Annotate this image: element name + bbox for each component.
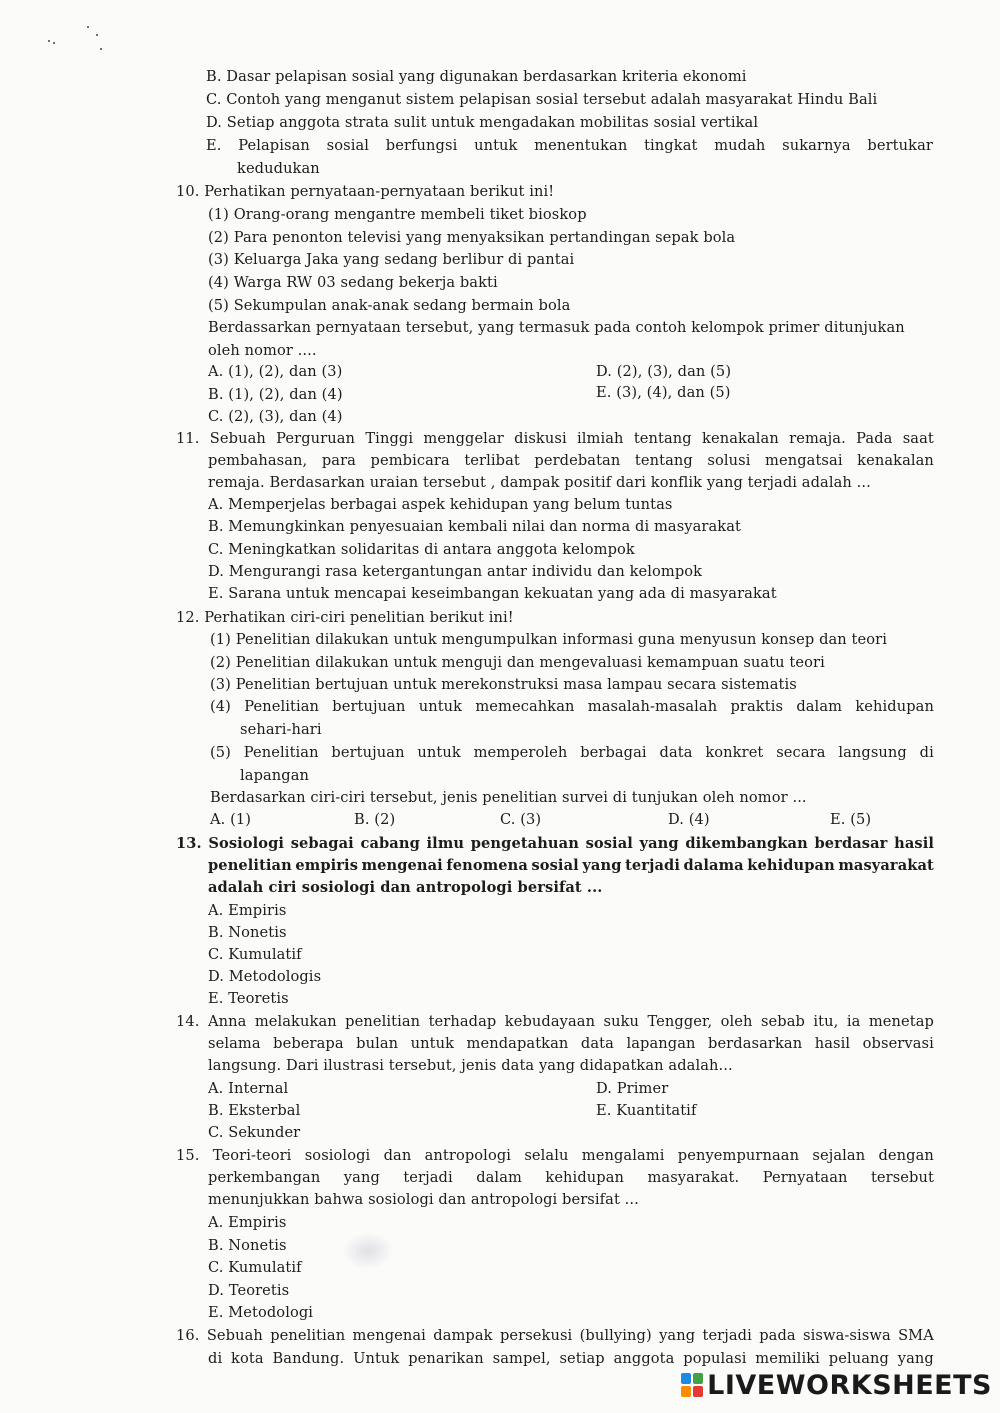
q12-option-c: C. (3) <box>500 811 542 828</box>
word: sosial <box>531 857 579 874</box>
liveworksheets-wordmark: LIVEWORKSHEETS <box>707 1369 992 1401</box>
word: 15. <box>176 1147 200 1164</box>
word: tingkat <box>644 137 698 154</box>
q14-option-e: E. Kuantitatif <box>596 1102 697 1119</box>
q15-option-d: D. Teoretis <box>208 1282 290 1299</box>
word: sukarnya <box>782 137 851 154</box>
word: menentukan <box>534 137 628 154</box>
word: secara <box>776 744 826 761</box>
word: (5) <box>210 744 231 761</box>
word: memperoleh <box>473 744 568 761</box>
word: data <box>580 1035 614 1052</box>
word: (bullying) <box>579 1327 652 1344</box>
word: pengetahuan <box>470 835 579 852</box>
word: untuk <box>410 1035 455 1052</box>
scan-smudge <box>342 1232 394 1270</box>
word: Sosiologi <box>208 835 285 852</box>
word: Sebuah <box>206 1327 263 1344</box>
word: Anna <box>207 1013 247 1030</box>
q15-stem-line-2 <box>208 1168 934 1188</box>
word: berbagai <box>580 744 647 761</box>
word: yang <box>659 1327 696 1344</box>
q11-option-a: A. Memperjelas berbagai aspek kehidupan yang belum tuntas <box>208 496 673 513</box>
q12-item-1: (1) Penelitian dilakukan untuk mengumpulkan informasi guna menyusun konsep dan teori <box>210 631 887 648</box>
word: terhadap <box>428 1013 497 1030</box>
word: di <box>919 744 934 761</box>
word: saat <box>902 430 934 447</box>
q16-stem-line-2 <box>208 1349 934 1369</box>
word: terjadi <box>403 1169 453 1186</box>
q10-option-b: B. (1), (2), dan (4) <box>208 386 343 403</box>
word: dalam <box>476 1169 522 1186</box>
q12-question: Berdasarkan ciri-ciri tersebut, jenis penelitian survei di tunjukan oleh nomor ... <box>210 789 807 806</box>
q13-stem-line-1 <box>176 834 934 854</box>
word: data <box>659 744 693 761</box>
q15-option-e: E. Metodologi <box>208 1304 314 1321</box>
word: terlibat <box>464 452 520 469</box>
word: empiris <box>295 857 359 874</box>
q14-option-d: D. Primer <box>596 1080 669 1097</box>
word: Pelapisan <box>238 137 310 154</box>
q13-option-b: B. Nonetis <box>208 924 287 941</box>
q15-stem-line-1 <box>176 1146 934 1166</box>
q10-item-3: (3) Keluarga Jaka yang sedang berlibur di pantai <box>208 251 575 268</box>
q15-option-b: B. Nonetis <box>208 1237 287 1254</box>
word: Tengger, <box>647 1013 713 1030</box>
word: kehidupan <box>545 1169 625 1186</box>
q12-item-5-cont: lapangan <box>240 767 310 784</box>
word: beberapa <box>273 1035 344 1052</box>
word: Teori-teori <box>212 1147 292 1164</box>
word: Pernyataan <box>762 1169 848 1186</box>
q10-item-4: (4) Warga RW 03 sedang bekerja bakti <box>208 274 498 291</box>
q12-item-5 <box>210 743 934 763</box>
q10-option-d: D. (2), (3), dan (5) <box>596 363 732 380</box>
word: Pada <box>856 430 893 447</box>
word: sosial <box>326 137 370 154</box>
q12-item-3: (3) Penelitian bertujuan untuk merekonstruksi masa lampau secara sistematis <box>210 676 797 693</box>
q12-option-d: D. (4) <box>668 811 710 828</box>
q11-option-e: E. Sarana untuk mencapai keseimbangan kekuatan yang ada di masyarakat <box>208 585 777 602</box>
word: sebagai <box>290 835 354 852</box>
word: cabang <box>360 835 420 852</box>
word: selama <box>208 1035 261 1052</box>
word: dampak <box>433 1327 493 1344</box>
q15-option-c: C. Kumulatif <box>208 1259 302 1276</box>
word: 13. <box>176 835 202 852</box>
word: perdebatan <box>534 452 621 469</box>
word: langsung <box>838 744 907 761</box>
word: lapangan <box>626 1035 696 1052</box>
word: kebudayaan <box>504 1013 596 1030</box>
word: mengatsai <box>765 452 843 469</box>
word: hasil <box>894 835 934 852</box>
word: ilmu <box>426 835 465 852</box>
word: mengenai <box>361 857 443 874</box>
q14-option-a: A. Internal <box>208 1080 289 1097</box>
word: Perguruan <box>276 430 356 447</box>
q11-option-b: B. Memungkinkan penyesuaian kembali nilai dan norma di masyarakat <box>208 518 742 535</box>
word: konkret <box>705 744 764 761</box>
word: itu, <box>813 1013 839 1030</box>
q10-question: Berdassarkan pernyataan tersebut, yang termasuk pada contoh kelompok primer ditunjukan <box>208 319 905 336</box>
word: anggota <box>613 1350 675 1367</box>
q12-stem: 12. Perhatikan ciri-ciri penelitian berikut ini! <box>176 609 514 626</box>
q14-option-c: C. Sekunder <box>208 1124 301 1141</box>
q10-option-c: C. (2), (3), dan (4) <box>208 408 343 425</box>
word: yang <box>343 1169 380 1186</box>
word: ia <box>846 1013 861 1030</box>
word: bertujuan <box>331 744 405 761</box>
word: pada <box>759 1327 796 1344</box>
q10-item-5: (5) Sekumpulan anak-anak sedang bermain bola <box>208 297 571 314</box>
q12-option-a: A. (1) <box>210 811 252 828</box>
word: masalah-masalah <box>587 698 718 715</box>
q13-stem-line-3: adalah ciri sosiologi dan antropologi bersifat ... <box>208 879 603 896</box>
word: sosial <box>585 835 633 852</box>
word: terjadi <box>625 857 680 874</box>
word: sosiologi <box>304 1147 371 1164</box>
word: SMA <box>898 1327 934 1344</box>
q10-stem: 10. Perhatikan pernyataan-pernyataan berikut ini! <box>176 183 555 200</box>
q9-option-d: D. Setiap anggota strata sulit untuk mengadakan mobilitas sosial vertikal <box>206 114 759 131</box>
word: 14. <box>176 1013 200 1030</box>
scan-specks <box>40 18 120 58</box>
word: observasi <box>862 1035 934 1052</box>
q14-option-b: B. Eksterbal <box>208 1102 301 1119</box>
word: tersebut <box>870 1169 934 1186</box>
word: di <box>208 1350 223 1367</box>
word: mengenai <box>352 1327 426 1344</box>
q14-stem-line-2 <box>208 1034 934 1054</box>
word: selalu <box>524 1147 569 1164</box>
q10-item-1: (1) Orang-orang mengantre membeli tiket bioskop <box>208 206 587 223</box>
word: dalama <box>683 857 744 874</box>
word: sampel, <box>492 1350 551 1367</box>
word: yang <box>639 835 679 852</box>
word: hasil <box>814 1035 851 1052</box>
word: tentang <box>633 430 692 447</box>
word: para <box>321 452 356 469</box>
word: memiliki <box>755 1350 820 1367</box>
word: persekusi <box>499 1327 573 1344</box>
word: melakukan <box>254 1013 337 1030</box>
q12-item-4-cont: sehari-hari <box>240 721 322 738</box>
word: masyarakat. <box>647 1169 740 1186</box>
word: dan <box>383 1147 412 1164</box>
q13-stem-line-2 <box>208 856 934 876</box>
word: kenakalan <box>857 452 934 469</box>
word: peluang <box>828 1350 889 1367</box>
word: mendapatkan <box>466 1035 569 1052</box>
word: penelitian <box>270 1327 346 1344</box>
word: fenomena <box>446 857 528 874</box>
word: yang <box>582 857 622 874</box>
q11-stem-line-3: remaja. Berdasarkan uraian tersebut , dampak positif dari konflik yang terjadi adalah ... <box>208 474 871 491</box>
word: pembahasan, <box>208 452 308 469</box>
word: Penelitian <box>243 744 319 761</box>
word: kota <box>231 1350 264 1367</box>
q11-stem-line-1 <box>176 429 934 449</box>
word: penelitian <box>208 857 292 874</box>
liveworksheets-icon <box>681 1373 703 1397</box>
word: remaja. <box>789 430 846 447</box>
word: praktis <box>730 698 784 715</box>
q15-option-a: A. Empiris <box>208 1214 287 1231</box>
q9-option-b: B. Dasar pelapisan sosial yang digunakan berdasarkan kriteria ekonomi <box>206 68 747 85</box>
word: sejalan <box>812 1147 866 1164</box>
q10-option-e: E. (3), (4), dan (5) <box>596 384 731 401</box>
word: bertujuan <box>332 698 406 715</box>
word: bertukar <box>867 137 933 154</box>
q12-item-2: (2) Penelitian dilakukan untuk menguji dan mengevaluasi kemampuan suatu teori <box>210 654 825 671</box>
q9-option-e <box>206 136 933 156</box>
word: kehidupan <box>747 857 835 874</box>
word: menetap <box>868 1013 934 1030</box>
word: kehidupan <box>855 698 934 715</box>
word: untuk <box>417 744 461 761</box>
word: terjadi <box>702 1327 752 1344</box>
word: Untuk <box>353 1350 400 1367</box>
word: berfungsi <box>385 137 458 154</box>
q12-option-e: E. (5) <box>830 811 872 828</box>
q13-option-c: C. Kumulatif <box>208 946 302 963</box>
word: yang <box>897 1350 934 1367</box>
word: bulan <box>356 1035 399 1052</box>
word: ilmiah <box>577 430 624 447</box>
word: mudah <box>714 137 766 154</box>
q10-question-cont: oleh nomor .... <box>208 342 317 359</box>
q12-item-4 <box>210 697 934 717</box>
word: memecahkan <box>475 698 575 715</box>
word: penyempurnaan <box>677 1147 800 1164</box>
word: penarikan <box>408 1350 484 1367</box>
word: mengalami <box>581 1147 665 1164</box>
word: Penelitian <box>244 698 320 715</box>
q11-stem-line-2 <box>208 451 934 471</box>
word: solusi <box>707 452 751 469</box>
q10-item-2: (2) Para penonton televisi yang menyaksikan pertandingan sepak bola <box>208 229 736 246</box>
word: penelitian <box>345 1013 421 1030</box>
q13-option-a: A. Empiris <box>208 902 287 919</box>
word: antropologi <box>424 1147 512 1164</box>
word: kenakalan <box>702 430 779 447</box>
liveworksheets-logo <box>681 1369 992 1401</box>
q13-option-d: D. Metodologis <box>208 968 322 985</box>
word: pembicara <box>370 452 450 469</box>
word: setiap <box>559 1350 605 1367</box>
word: oleh <box>720 1013 753 1030</box>
word: Bandung. <box>272 1350 345 1367</box>
q11-option-c: C. Meningkatkan solidaritas di antara anggota kelompok <box>208 541 635 558</box>
word: tentang <box>634 452 693 469</box>
word: siswa-siswa <box>803 1327 891 1344</box>
q11-option-d: D. Mengurangi rasa ketergantungan antar individu dan kelompok <box>208 563 703 580</box>
q16-stem-line-1 <box>176 1326 934 1346</box>
word: 11. <box>176 430 200 447</box>
word: Tinggi <box>365 430 414 447</box>
q13-option-e: E. Teoretis <box>208 990 289 1007</box>
word: menggelar <box>423 430 504 447</box>
q9-option-c: C. Contoh yang menganut sistem pelapisan sosial tersebut adalah masyarakat Hindu Bali <box>206 91 878 108</box>
q9-option-e-cont: kedudukan <box>237 160 320 177</box>
q15-stem-line-3: menunjukkan bahwa sosiologi dan antropologi bersifat ... <box>208 1191 639 1208</box>
word: populasi <box>683 1350 747 1367</box>
word: untuk <box>418 698 463 715</box>
word: berdasar <box>814 835 888 852</box>
word: diskusi <box>514 430 567 447</box>
word: dikembangkan <box>685 835 808 852</box>
q14-stem-line-3: langsung. Dari ilustrasi tersebut, jenis data yang didapatkan adalah... <box>208 1057 733 1074</box>
word: perkembangan <box>208 1169 321 1186</box>
q12-option-b: B. (2) <box>354 811 396 828</box>
word: dengan <box>878 1147 934 1164</box>
word: E. <box>206 137 222 154</box>
word: Sebuah <box>209 430 266 447</box>
word: untuk <box>474 137 518 154</box>
word: dalam <box>796 698 843 715</box>
q14-stem-line-1 <box>176 1012 934 1032</box>
word: suku <box>603 1013 640 1030</box>
word: berdasarkan <box>708 1035 803 1052</box>
word: (4) <box>210 698 231 715</box>
word: masyarakat <box>838 857 934 874</box>
word: 16. <box>176 1327 200 1344</box>
word: sebab <box>760 1013 805 1030</box>
q10-option-a: A. (1), (2), dan (3) <box>208 363 343 380</box>
